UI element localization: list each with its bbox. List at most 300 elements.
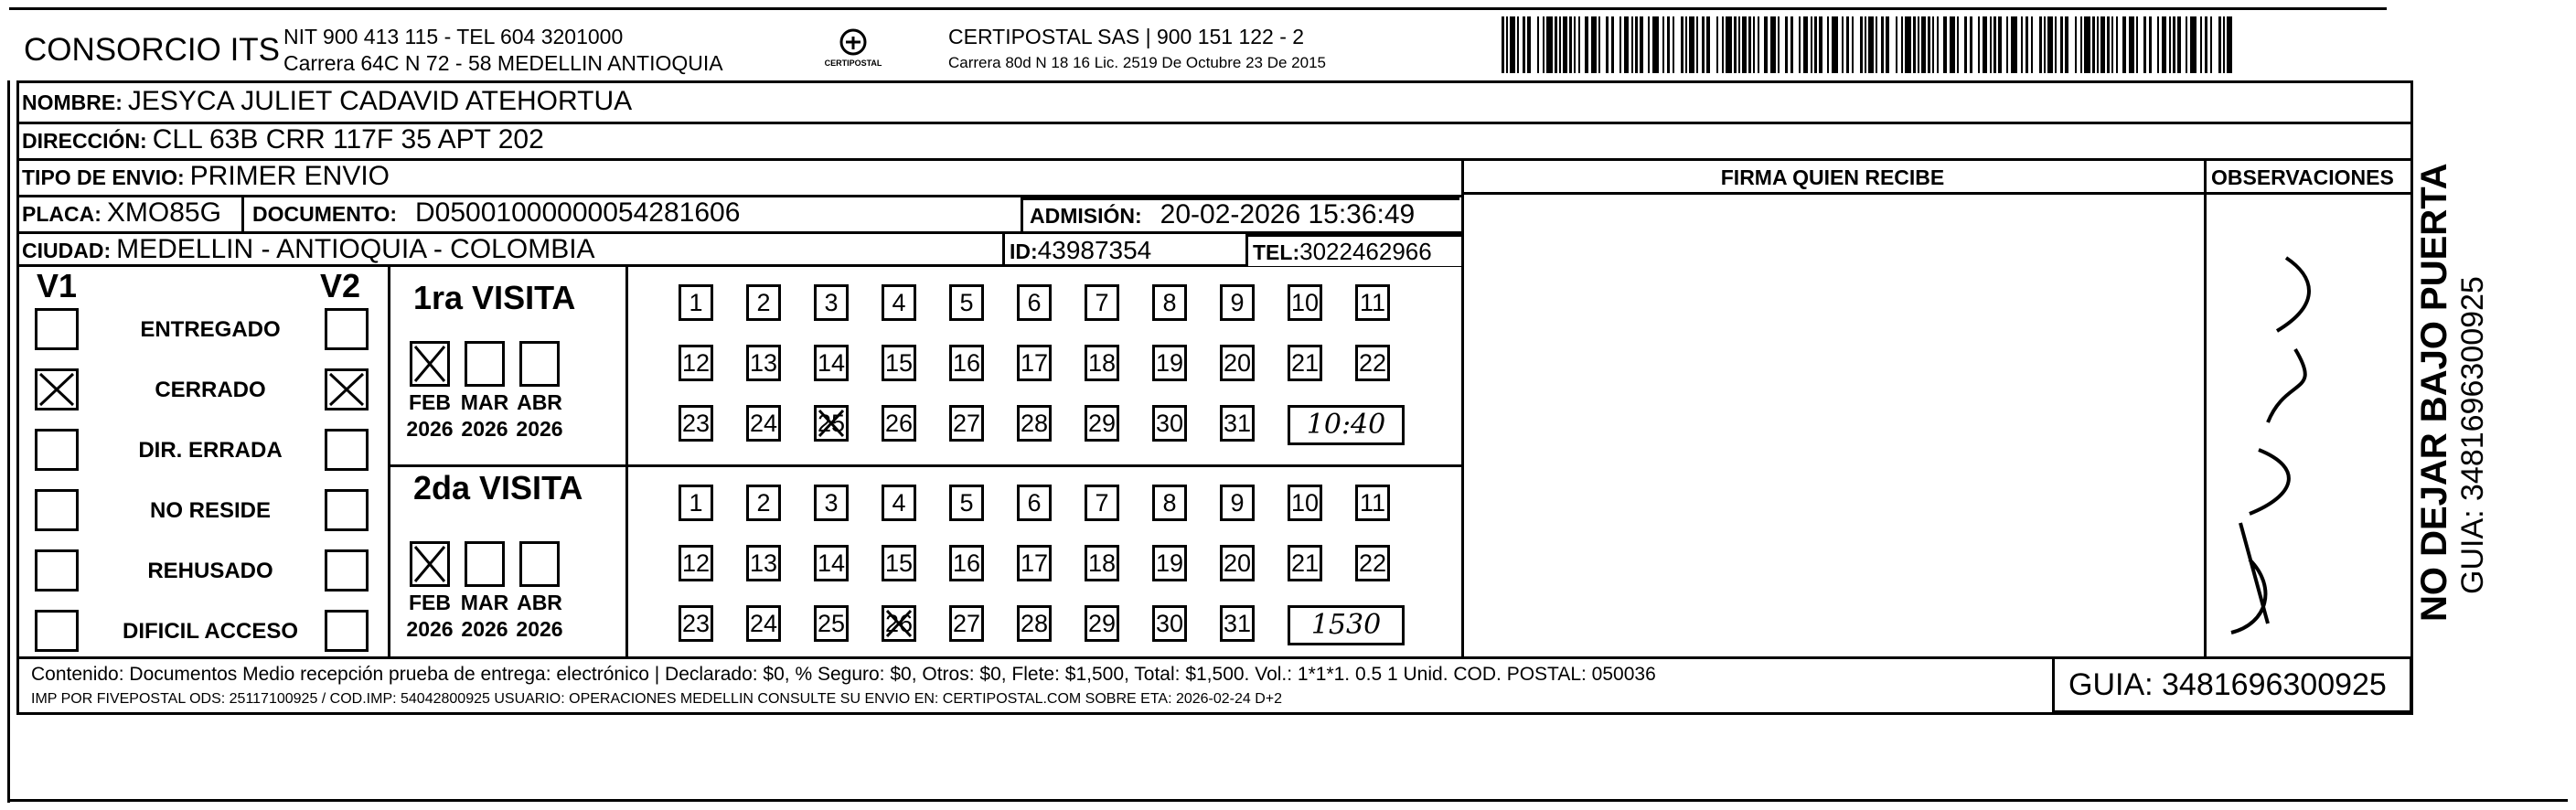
documento-value: D05001000000054281606 bbox=[415, 197, 741, 228]
day-number: 3 bbox=[824, 289, 839, 316]
barcode-bar bbox=[1574, 16, 1576, 73]
barcode-bar bbox=[2162, 16, 2166, 73]
day-number: 7 bbox=[1095, 289, 1109, 316]
day-cell[interactable] bbox=[1017, 345, 1052, 381]
day-cell[interactable] bbox=[1017, 545, 1052, 581]
day-number: 25 bbox=[817, 410, 846, 437]
barcode-bar bbox=[2075, 16, 2077, 73]
month-name: MAR bbox=[460, 591, 509, 614]
admision-label: ADMISIÓN: bbox=[1030, 204, 1142, 228]
barcode-bar bbox=[2177, 16, 2181, 73]
barcode-bar bbox=[2122, 16, 2126, 73]
day-cell[interactable] bbox=[949, 345, 984, 381]
status-divider bbox=[388, 264, 390, 656]
company-name: CONSORCIO ITS bbox=[24, 32, 281, 68]
barcode-bar bbox=[2200, 16, 2202, 73]
day-cell[interactable] bbox=[1288, 485, 1322, 521]
time-box[interactable]: 1530 bbox=[1288, 605, 1405, 645]
day-number: 14 bbox=[817, 549, 846, 577]
day-cell[interactable] bbox=[814, 545, 849, 581]
day-cell[interactable] bbox=[814, 605, 849, 642]
barcode-bar bbox=[1624, 16, 1629, 73]
barcode-bar bbox=[2039, 16, 2042, 73]
barcode-bar bbox=[1832, 16, 1838, 73]
id-value: 43987354 bbox=[1037, 236, 1152, 264]
day-number: 16 bbox=[952, 549, 981, 577]
day-cell[interactable] bbox=[949, 405, 984, 442]
day-number: 6 bbox=[1027, 489, 1042, 517]
barcode-bar bbox=[1778, 16, 1780, 73]
day-number: 12 bbox=[681, 349, 711, 377]
barcode-bar bbox=[1827, 16, 1829, 73]
v1-label: V1 bbox=[37, 267, 78, 304]
barcode-bar bbox=[1868, 16, 1874, 73]
day-cell[interactable] bbox=[882, 345, 916, 381]
day-cell[interactable] bbox=[679, 345, 713, 381]
day-cell[interactable] bbox=[1085, 345, 1119, 381]
barcode-bar bbox=[1578, 16, 1580, 73]
barcode-bar bbox=[1957, 16, 1959, 73]
day-number: 13 bbox=[749, 549, 778, 577]
barcode-bar bbox=[1546, 16, 1553, 73]
month-year: 2026 bbox=[461, 417, 508, 441]
visit1-title: 1ra VISITA bbox=[413, 279, 576, 316]
day-number: 31 bbox=[1223, 610, 1252, 637]
barcode-bar bbox=[1702, 16, 1705, 73]
day-cell[interactable] bbox=[1220, 284, 1255, 321]
barcode-bar bbox=[1937, 16, 1939, 73]
barcode-bar bbox=[2116, 16, 2118, 73]
v2-checkbox[interactable] bbox=[325, 610, 369, 652]
barcode-bar bbox=[2084, 16, 2090, 73]
barcode-bar bbox=[1901, 16, 1903, 73]
day-number: 17 bbox=[1020, 549, 1049, 577]
v1-checkbox[interactable] bbox=[35, 610, 79, 652]
barcode-bar bbox=[1932, 16, 1934, 73]
day-cell[interactable] bbox=[1152, 485, 1187, 521]
day-cell[interactable] bbox=[814, 485, 849, 521]
barcode-bar bbox=[1918, 16, 1919, 73]
observaciones-label: OBSERVACIONES bbox=[2211, 165, 2394, 189]
day-cell[interactable] bbox=[746, 605, 781, 642]
v1-checkbox[interactable] bbox=[35, 489, 79, 531]
barcode-bar bbox=[1764, 16, 1768, 73]
barcode-bar bbox=[2190, 16, 2197, 73]
month-year: 2026 bbox=[516, 417, 563, 441]
obs-divider bbox=[2204, 158, 2207, 656]
barcode-bar bbox=[1635, 16, 1638, 73]
certipostal-logo bbox=[821, 26, 885, 79]
day-cell[interactable] bbox=[1220, 545, 1255, 581]
day-cell[interactable] bbox=[1017, 405, 1052, 442]
day-number: 8 bbox=[1162, 289, 1177, 316]
barcode-bar bbox=[1846, 16, 1849, 73]
month-label bbox=[457, 590, 512, 643]
barcode-bar bbox=[2136, 16, 2138, 73]
barcode-bar bbox=[1964, 16, 1967, 73]
barcode-bar bbox=[1631, 16, 1633, 73]
month-checkbox[interactable] bbox=[410, 341, 450, 387]
status-label: DIR. ERRADA bbox=[138, 438, 283, 463]
day-cell[interactable] bbox=[882, 605, 916, 642]
id-label: ID: bbox=[1010, 240, 1038, 263]
barcode-bar bbox=[2044, 16, 2046, 73]
day-cell[interactable] bbox=[746, 545, 781, 581]
day-number: 26 bbox=[884, 410, 914, 437]
day-cell[interactable] bbox=[1152, 605, 1187, 642]
barcode-bar bbox=[2210, 16, 2212, 73]
barcode-bar bbox=[1559, 16, 1561, 73]
nit-line: NIT 900 413 115 - TEL 604 3201000 bbox=[283, 25, 624, 48]
month-checkbox[interactable] bbox=[410, 541, 450, 587]
barcode-bar bbox=[2080, 16, 2082, 73]
day-cell[interactable] bbox=[1152, 545, 1187, 581]
months-divider bbox=[625, 264, 628, 656]
tel-value: 3022462966 bbox=[1299, 238, 1432, 265]
day-number: 10 bbox=[1290, 489, 1320, 517]
guia-footer: GUIA: 3481696300925 bbox=[2068, 667, 2387, 702]
day-number: 24 bbox=[749, 410, 778, 437]
barcode-bar bbox=[2173, 16, 2175, 73]
day-cell[interactable] bbox=[746, 485, 781, 521]
v2-checkbox[interactable] bbox=[325, 429, 369, 471]
day-cell[interactable] bbox=[1017, 485, 1052, 521]
day-cell[interactable] bbox=[1085, 284, 1119, 321]
barcode-bar bbox=[1611, 16, 1614, 73]
v2-checkbox[interactable] bbox=[325, 549, 369, 592]
barcode-bar bbox=[2026, 16, 2028, 73]
day-number: 23 bbox=[681, 410, 711, 437]
barcode-bar bbox=[1591, 16, 1597, 73]
time-box[interactable]: 10:40 bbox=[1288, 405, 1405, 445]
day-cell[interactable] bbox=[1152, 405, 1187, 442]
barcode-bar bbox=[1876, 16, 1877, 73]
v2-checkbox[interactable] bbox=[325, 308, 369, 350]
x-mark bbox=[817, 408, 846, 439]
v1-checkbox[interactable] bbox=[35, 429, 79, 471]
day-number: 29 bbox=[1087, 410, 1117, 437]
day-number: 16 bbox=[952, 349, 981, 377]
day-number: 28 bbox=[1020, 610, 1049, 637]
barcode-bar bbox=[1537, 16, 1539, 73]
contenido-line: Contenido: Documentos Medio recepción prueba de entrega: electrónico | Declarado: $0, % Seguro: $0, Otros: $0, Flete: $1,500, Total: $1,500. Vol.: 1*1*1. 0.5 1 Unid. COD. POSTAL: 050036 bbox=[31, 664, 1656, 685]
barcode-bar bbox=[2157, 16, 2159, 73]
day-cell[interactable] bbox=[679, 605, 713, 642]
day-cell[interactable] bbox=[1355, 545, 1390, 581]
day-number: 1 bbox=[689, 289, 703, 316]
day-cell[interactable] bbox=[1288, 545, 1322, 581]
barcode-bar bbox=[1943, 16, 1947, 73]
day-cell[interactable] bbox=[1152, 284, 1187, 321]
day-cell[interactable] bbox=[1288, 284, 1322, 321]
barcode-bar bbox=[1502, 16, 1504, 73]
ciudad-label: CIUDAD: bbox=[22, 239, 112, 262]
tel-row bbox=[1253, 238, 1432, 266]
day-cell[interactable] bbox=[949, 605, 984, 642]
v2-checkbox[interactable] bbox=[325, 368, 369, 410]
day-number: 30 bbox=[1155, 610, 1184, 637]
barcode-bar bbox=[2006, 16, 2008, 73]
barcode-bar bbox=[1921, 16, 1926, 73]
barcode-bar bbox=[2169, 16, 2171, 73]
day-number: 3 bbox=[824, 489, 839, 517]
day-number: 18 bbox=[1087, 549, 1117, 577]
nombre-label: NOMBRE: bbox=[22, 91, 123, 114]
day-cell[interactable] bbox=[746, 405, 781, 442]
status-label: NO RESIDE bbox=[149, 498, 272, 523]
day-number: 18 bbox=[1087, 349, 1117, 377]
day-number: 2 bbox=[756, 289, 771, 316]
direccion-label: DIRECCIÓN: bbox=[22, 129, 147, 153]
barcode-bar bbox=[1860, 16, 1863, 73]
barcode-bar bbox=[1726, 16, 1732, 73]
barcode-bar bbox=[1734, 16, 1737, 73]
day-number: 30 bbox=[1155, 410, 1184, 437]
barcode-bar bbox=[1785, 16, 1788, 73]
barcode-bar bbox=[2129, 16, 2134, 73]
barcode-bar bbox=[1998, 16, 2002, 73]
barcode-bar bbox=[2218, 16, 2221, 73]
sign-left-divider bbox=[1461, 158, 1464, 656]
day-cell[interactable] bbox=[1220, 485, 1255, 521]
day-cell[interactable] bbox=[1288, 345, 1322, 381]
day-cell[interactable] bbox=[814, 284, 849, 321]
month-label bbox=[402, 389, 457, 442]
barcode-bar bbox=[2107, 16, 2110, 73]
barcode-bar bbox=[1978, 16, 1980, 73]
barcode-bar bbox=[1990, 16, 1992, 73]
day-cell[interactable] bbox=[1152, 345, 1187, 381]
barcode-bar bbox=[2011, 16, 2017, 73]
placa-label: PLACA: bbox=[22, 202, 102, 226]
barcode-bar bbox=[1585, 16, 1588, 73]
day-cell[interactable] bbox=[949, 284, 984, 321]
tipo-value: PRIMER ENVIO bbox=[189, 161, 390, 191]
barcode-bar bbox=[1640, 16, 1643, 73]
x-mark bbox=[412, 344, 447, 384]
barcode-bar bbox=[2205, 16, 2207, 73]
day-number: 9 bbox=[1230, 289, 1245, 316]
barcode-bar bbox=[2186, 16, 2187, 73]
handwritten-signature bbox=[2213, 240, 2378, 651]
barcode-bar bbox=[1881, 16, 1884, 73]
status-label: ENTREGADO bbox=[140, 317, 281, 342]
barcode-bar bbox=[1865, 16, 1866, 73]
day-cell[interactable] bbox=[1355, 345, 1390, 381]
frame-top bbox=[16, 80, 2412, 83]
day-number: 26 bbox=[884, 610, 914, 637]
day-cell[interactable] bbox=[746, 284, 781, 321]
month-checkbox[interactable] bbox=[519, 541, 560, 587]
day-cell[interactable] bbox=[949, 545, 984, 581]
tipo-label: TIPO DE ENVIO: bbox=[22, 165, 185, 189]
id-divider bbox=[1002, 231, 1005, 264]
barcode-bar bbox=[1811, 16, 1812, 73]
placa-divider bbox=[241, 195, 244, 231]
barcode-bar bbox=[1950, 16, 1955, 73]
license-line: Carrera 80d N 18 16 Lic. 2519 De Octubre 23 De 2015 bbox=[948, 54, 1326, 71]
barcode-bar bbox=[1803, 16, 1808, 73]
day-number: 12 bbox=[681, 549, 711, 577]
month-name: FEB bbox=[409, 390, 451, 414]
barcode-bar bbox=[2223, 16, 2225, 73]
month-label bbox=[512, 389, 567, 442]
month-year: 2026 bbox=[406, 617, 454, 641]
barcode-bar bbox=[1819, 16, 1822, 73]
day-number: 21 bbox=[1290, 549, 1320, 577]
status-label: DIFICIL ACCESO bbox=[122, 619, 298, 644]
day-cell[interactable] bbox=[1085, 545, 1119, 581]
barcode-bar bbox=[1993, 16, 1996, 73]
barcode-bar bbox=[1905, 16, 1911, 73]
barcode-bar bbox=[1563, 16, 1567, 73]
day-number: 15 bbox=[884, 349, 914, 377]
day-cell[interactable] bbox=[1220, 405, 1255, 442]
ciudad-row bbox=[22, 234, 595, 265]
day-cell[interactable] bbox=[949, 485, 984, 521]
month-year: 2026 bbox=[516, 617, 563, 641]
documento-row bbox=[252, 197, 740, 229]
nombre-row bbox=[22, 86, 632, 117]
day-number: 15 bbox=[884, 549, 914, 577]
outer-bottom bbox=[7, 799, 2568, 802]
day-cell[interactable] bbox=[814, 405, 849, 442]
day-cell[interactable] bbox=[814, 345, 849, 381]
day-cell[interactable] bbox=[679, 545, 713, 581]
day-cell[interactable] bbox=[746, 345, 781, 381]
barcode-bar bbox=[2111, 16, 2113, 73]
barcode-bar bbox=[2100, 16, 2105, 73]
month-checkbox[interactable] bbox=[465, 541, 505, 587]
barcode-bar bbox=[1814, 16, 1817, 73]
day-number: 19 bbox=[1155, 349, 1184, 377]
admision-row bbox=[1030, 199, 1415, 230]
day-number: 20 bbox=[1223, 549, 1252, 577]
v2-checkbox[interactable] bbox=[325, 489, 369, 531]
barcode-bar bbox=[1722, 16, 1724, 73]
barcode-bar bbox=[1527, 16, 1531, 73]
day-cell[interactable] bbox=[882, 405, 916, 442]
side-line1: NO DEJAR BAJO PUERTA bbox=[2414, 163, 2454, 622]
barcode-bar bbox=[1970, 16, 1972, 73]
day-cell[interactable] bbox=[882, 284, 916, 321]
day-number: 19 bbox=[1155, 549, 1184, 577]
month-year: 2026 bbox=[406, 417, 454, 441]
barcode-bar bbox=[1852, 16, 1854, 73]
side-line2: GUIA: 3481696300925 bbox=[2455, 276, 2490, 594]
month-year: 2026 bbox=[461, 617, 508, 641]
status-label: CERRADO bbox=[155, 378, 266, 402]
day-cell[interactable] bbox=[882, 545, 916, 581]
month-name: ABR bbox=[517, 591, 562, 614]
barcode-bar bbox=[1648, 16, 1650, 73]
day-cell[interactable] bbox=[679, 284, 713, 321]
day-cell[interactable] bbox=[679, 405, 713, 442]
frame-right bbox=[2410, 80, 2413, 714]
barcode-bar bbox=[1673, 16, 1674, 73]
day-cell[interactable] bbox=[1085, 405, 1119, 442]
month-checkbox[interactable] bbox=[465, 341, 505, 387]
barcode-bar bbox=[1790, 16, 1793, 73]
top-border bbox=[9, 7, 2387, 10]
visit2-title: 2da VISITA bbox=[413, 469, 583, 506]
barcode-bar bbox=[1619, 16, 1621, 73]
documento-label: DOCUMENTO: bbox=[252, 202, 398, 226]
admision-value: 20-02-2026 15:36:49 bbox=[1160, 199, 1416, 229]
barcode-bar bbox=[1896, 16, 1897, 73]
barcode-bar bbox=[1689, 16, 1694, 73]
barcode-bar bbox=[2097, 16, 2099, 73]
day-cell[interactable] bbox=[882, 485, 916, 521]
address-line: Carrera 64C N 72 - 58 MEDELLIN ANTIOQUIA bbox=[283, 51, 723, 75]
month-name: ABR bbox=[517, 390, 562, 414]
v1-checkbox[interactable] bbox=[35, 308, 79, 350]
day-number: 28 bbox=[1020, 410, 1049, 437]
month-label bbox=[512, 590, 567, 643]
day-number: 14 bbox=[817, 349, 846, 377]
day-cell[interactable] bbox=[1085, 605, 1119, 642]
day-number: 1 bbox=[689, 489, 703, 517]
placa-row bbox=[22, 197, 221, 229]
day-number: 17 bbox=[1020, 349, 1049, 377]
day-number: 5 bbox=[959, 289, 974, 316]
day-number: 25 bbox=[817, 610, 846, 637]
logo-text: CERTIPOSTAL bbox=[824, 59, 882, 68]
ciudad-value: MEDELLIN - ANTIOQUIA - COLOMBIA bbox=[116, 234, 595, 264]
day-cell[interactable] bbox=[1220, 345, 1255, 381]
day-number: 11 bbox=[1359, 489, 1386, 517]
v1-checkbox[interactable] bbox=[35, 549, 79, 592]
day-number: 4 bbox=[892, 289, 906, 316]
day-cell[interactable] bbox=[1355, 485, 1390, 521]
barcode-bar bbox=[1753, 16, 1755, 73]
barcode-bar bbox=[1652, 16, 1659, 73]
barcode-bar bbox=[1983, 16, 1987, 73]
month-checkbox[interactable] bbox=[519, 341, 560, 387]
barcode-bar bbox=[1706, 16, 1710, 73]
day-cell[interactable] bbox=[1017, 284, 1052, 321]
day-cell[interactable] bbox=[1220, 605, 1255, 642]
barcode-bar bbox=[1928, 16, 1930, 73]
month-label bbox=[457, 389, 512, 442]
day-number: 11 bbox=[1359, 289, 1386, 316]
v1-checkbox[interactable] bbox=[35, 368, 79, 410]
barcode-bar bbox=[1758, 16, 1759, 73]
barcode-bar bbox=[2227, 16, 2232, 73]
day-number: 24 bbox=[749, 610, 778, 637]
barcode-bar bbox=[1681, 16, 1683, 73]
firma-label: FIRMA QUIEN RECIBE bbox=[1720, 165, 1945, 189]
day-cell[interactable] bbox=[679, 485, 713, 521]
barcode-bar bbox=[2065, 16, 2068, 73]
day-cell[interactable] bbox=[1355, 284, 1390, 321]
barcode-bar bbox=[1569, 16, 1572, 73]
x-mark bbox=[37, 371, 76, 408]
barcode-bar bbox=[1667, 16, 1670, 73]
x-mark bbox=[412, 544, 447, 584]
barcode-bar bbox=[2021, 16, 2023, 73]
tel-label: TEL: bbox=[1253, 240, 1300, 264]
day-cell[interactable] bbox=[1017, 605, 1052, 642]
month-name: MAR bbox=[460, 390, 509, 414]
barcode-bar bbox=[1598, 16, 1600, 73]
month-name: FEB bbox=[409, 591, 451, 614]
tipo-row bbox=[22, 161, 390, 192]
day-cell[interactable] bbox=[1085, 485, 1119, 521]
barcode-bar bbox=[1842, 16, 1844, 73]
barcode-bar bbox=[1606, 16, 1609, 73]
barcode-bar bbox=[1662, 16, 1664, 73]
